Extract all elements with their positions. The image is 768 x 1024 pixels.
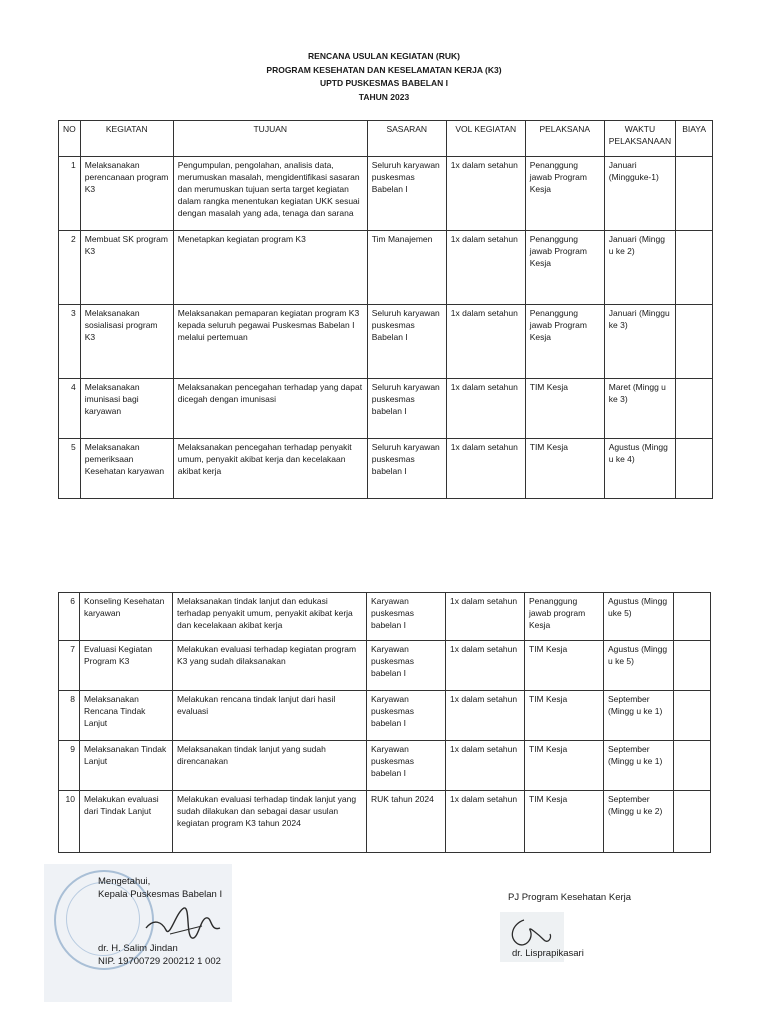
- cell-waktu: Januari (Minggu ke 3): [604, 305, 675, 379]
- cell-vol: 1x dalam setahun: [446, 593, 525, 641]
- cell-no: 1: [59, 157, 81, 231]
- cell-tujuan: Pengumpulan, pengolahan, analisis data, merumuskan masalah, mengidentifikasi sasaran dan merumuskan tujuan serta target kegiatan dalam rangka menentukan kegiatan UKK sesuai dengan masalah yang ada, tenaga dan sarana: [173, 157, 367, 231]
- cell-sasaran: Seluruh karyawan puskesmas babelan I: [367, 439, 446, 499]
- sig-left-nip: NIP. 19700729 200212 1 002: [98, 955, 221, 967]
- column-header-vol: VOL KEGIATAN: [446, 121, 525, 157]
- cell-pelaksana: Penanggung jawab Program Kesja: [525, 231, 604, 305]
- cell-sasaran: RUK tahun 2024: [367, 791, 446, 853]
- cell-no: 8: [59, 691, 80, 741]
- cell-vol: 1x dalam setahun: [446, 741, 525, 791]
- cell-tujuan: Melaksanakan pencegahan terhadap yang dapat dicegah dengan imunisasi: [173, 379, 367, 439]
- cell-vol: 1x dalam setahun: [446, 231, 525, 305]
- cell-no: 6: [59, 593, 80, 641]
- cell-no: 4: [59, 379, 81, 439]
- document-title: [0, 50, 768, 104]
- cell-kegiatan: Konseling Kesehatan karyawan: [80, 593, 173, 641]
- title-line-2: PROGRAM KESEHATAN DAN KESELAMATAN KERJA (K3): [266, 64, 502, 75]
- sig-right-label: PJ Program Kesehatan Kerja: [508, 892, 632, 903]
- table-row: [59, 593, 711, 641]
- cell-no: 10: [59, 791, 80, 853]
- cell-sasaran: Tim Manajemen: [367, 231, 446, 305]
- ruk-table-part-2: [58, 592, 711, 853]
- sig-left-name: dr. H. Salim Jindan: [98, 943, 178, 954]
- signature-left-scribble: [140, 898, 230, 946]
- cell-tujuan: Melaksanakan tindak lanjut dan edukasi terhadap penyakit umum, penyakit akibat kerja dan kecelakaan akibat kerja: [173, 593, 367, 641]
- cell-pelaksana: Penanggung jawab Program Kesja: [525, 305, 604, 379]
- cell-waktu: Januari (Mingguke-1): [604, 157, 675, 231]
- cell-vol: 1x dalam setahun: [446, 691, 525, 741]
- table-header-row: [59, 121, 713, 157]
- sig-right-name: dr. Lisprapikasari: [512, 948, 584, 959]
- cell-sasaran: Karyawan puskesmas babelan I: [367, 593, 446, 641]
- cell-sasaran: Seluruh karyawan puskesmas Babelan I: [367, 157, 446, 231]
- cell-kegiatan: Evaluasi Kegiatan Program K3: [80, 641, 173, 691]
- cell-tujuan: Melaksanakan pencegahan terhadap penyakit umum, penyakit akibat kerja dan kecelakaan akibat kerja: [173, 439, 367, 499]
- table-row: [59, 439, 713, 499]
- cell-tujuan: Melaksanakan tindak lanjut yang sudah direncanakan: [173, 741, 367, 791]
- cell-no: 5: [59, 439, 81, 499]
- sig-left-label-1: Mengetahui,: [98, 876, 151, 887]
- cell-pelaksana: TIM Kesja: [525, 439, 604, 499]
- cell-vol: 1x dalam setahun: [446, 641, 525, 691]
- cell-biaya: [674, 593, 711, 641]
- table-row: [59, 641, 711, 691]
- cell-sasaran: Karyawan puskesmas babelan I: [367, 641, 446, 691]
- cell-kegiatan: Melaksanakan perencanaan program K3: [80, 157, 173, 231]
- cell-pelaksana: TIM Kesja: [525, 379, 604, 439]
- cell-no: 2: [59, 231, 81, 305]
- cell-waktu: September (Mingg u ke 2): [604, 791, 674, 853]
- cell-pelaksana: Penanggung jawab Program Kesja: [525, 157, 604, 231]
- cell-vol: 1x dalam setahun: [446, 305, 525, 379]
- cell-pelaksana: TIM Kesja: [525, 791, 604, 853]
- cell-kegiatan: Melaksanakan Rencana Tindak Lanjut: [80, 691, 173, 741]
- column-header-no: NO: [59, 121, 81, 157]
- cell-biaya: [674, 641, 711, 691]
- table-row: [59, 157, 713, 231]
- cell-kegiatan: Melaksanakan sosialisasi program K3: [80, 305, 173, 379]
- cell-sasaran: Seluruh karyawan puskesmas Babelan I: [367, 305, 446, 379]
- cell-biaya: [676, 231, 713, 305]
- ruk-table-part-1: [58, 120, 713, 499]
- cell-waktu: Agustus (Mingg u ke 5): [604, 641, 674, 691]
- cell-waktu: Agustus (Mingg u ke 4): [604, 439, 675, 499]
- cell-pelaksana: TIM Kesja: [525, 691, 604, 741]
- sig-left-label-2: Kepala Puskesmas Babelan I: [98, 888, 223, 900]
- cell-waktu: Agustus (Mingg uke 5): [604, 593, 674, 641]
- cell-tujuan: Menetapkan kegiatan program K3: [173, 231, 367, 305]
- cell-tujuan: Melakukan rencana tindak lanjut dari hasil evaluasi: [173, 691, 367, 741]
- cell-pelaksana: TIM Kesja: [525, 641, 604, 691]
- title-line-1: RENCANA USULAN KEGIATAN (RUK): [308, 51, 460, 61]
- cell-biaya: [676, 439, 713, 499]
- cell-biaya: [674, 691, 711, 741]
- cell-biaya: [676, 157, 713, 231]
- column-header-tujuan: TUJUAN: [173, 121, 367, 157]
- table-row: [59, 231, 713, 305]
- cell-vol: 1x dalam setahun: [446, 157, 525, 231]
- table-row: [59, 379, 713, 439]
- column-header-pelaksana: PELAKSANA: [525, 121, 604, 157]
- column-header-waktu: WAKTU PELAKSANAAN: [604, 121, 675, 157]
- cell-waktu: September (Mingg u ke 1): [604, 691, 674, 741]
- cell-tujuan: Melakukan evaluasi terhadap kegiatan program K3 yang sudah dilaksanakan: [173, 641, 367, 691]
- cell-tujuan: Melaksanakan pemaparan kegiatan program K3 kepada seluruh pegawai Puskesmas Babelan I melalui pertemuan: [173, 305, 367, 379]
- cell-sasaran: Seluruh karyawan puskesmas babelan I: [367, 379, 446, 439]
- cell-sasaran: Karyawan puskesmas babelan I: [367, 741, 446, 791]
- signature-left-identity: [98, 943, 221, 968]
- table-row: [59, 791, 711, 853]
- column-header-biaya: BIAYA: [676, 121, 713, 157]
- cell-tujuan: Melakukan evaluasi terhadap tindak lanjut yang sudah dilakukan dan sebagai dasar usulan kegiatan program K3 tahun 2024: [173, 791, 367, 853]
- cell-kegiatan: Melaksanakan imunisasi bagi karyawan: [80, 379, 173, 439]
- cell-kegiatan: Melakukan evaluasi dari Tindak Lanjut: [80, 791, 173, 853]
- cell-no: 7: [59, 641, 80, 691]
- cell-biaya: [674, 791, 711, 853]
- cell-waktu: Maret (Mingg u ke 3): [604, 379, 675, 439]
- column-header-kegiatan: KEGIATAN: [80, 121, 173, 157]
- cell-waktu: Januari (Mingg u ke 2): [604, 231, 675, 305]
- table-row: [59, 305, 713, 379]
- cell-kegiatan: Melaksanakan pemeriksaan Kesehatan karyawan: [80, 439, 173, 499]
- table-row: [59, 741, 711, 791]
- title-line-4: TAHUN 2023: [358, 91, 410, 102]
- title-line-3: UPTD PUSKESMAS BABELAN I: [320, 78, 448, 88]
- cell-vol: 1x dalam setahun: [446, 439, 525, 499]
- cell-kegiatan: Membuat SK program K3: [80, 231, 173, 305]
- cell-no: 9: [59, 741, 80, 791]
- column-header-sasaran: SASARAN: [367, 121, 446, 157]
- cell-biaya: [676, 379, 713, 439]
- cell-biaya: [676, 305, 713, 379]
- table-row: [59, 691, 711, 741]
- cell-vol: 1x dalam setahun: [446, 791, 525, 853]
- cell-biaya: [674, 741, 711, 791]
- cell-sasaran: Karyawan puskesmas babelan I: [367, 691, 446, 741]
- signature-right-scribble: [504, 916, 560, 952]
- cell-pelaksana: Penanggung jawab program Kesja: [525, 593, 604, 641]
- cell-pelaksana: TIM Kesja: [525, 741, 604, 791]
- cell-kegiatan: Melaksanakan Tindak Lanjut: [80, 741, 173, 791]
- cell-waktu: September (Mingg u ke 1): [604, 741, 674, 791]
- cell-vol: 1x dalam setahun: [446, 379, 525, 439]
- cell-no: 3: [59, 305, 81, 379]
